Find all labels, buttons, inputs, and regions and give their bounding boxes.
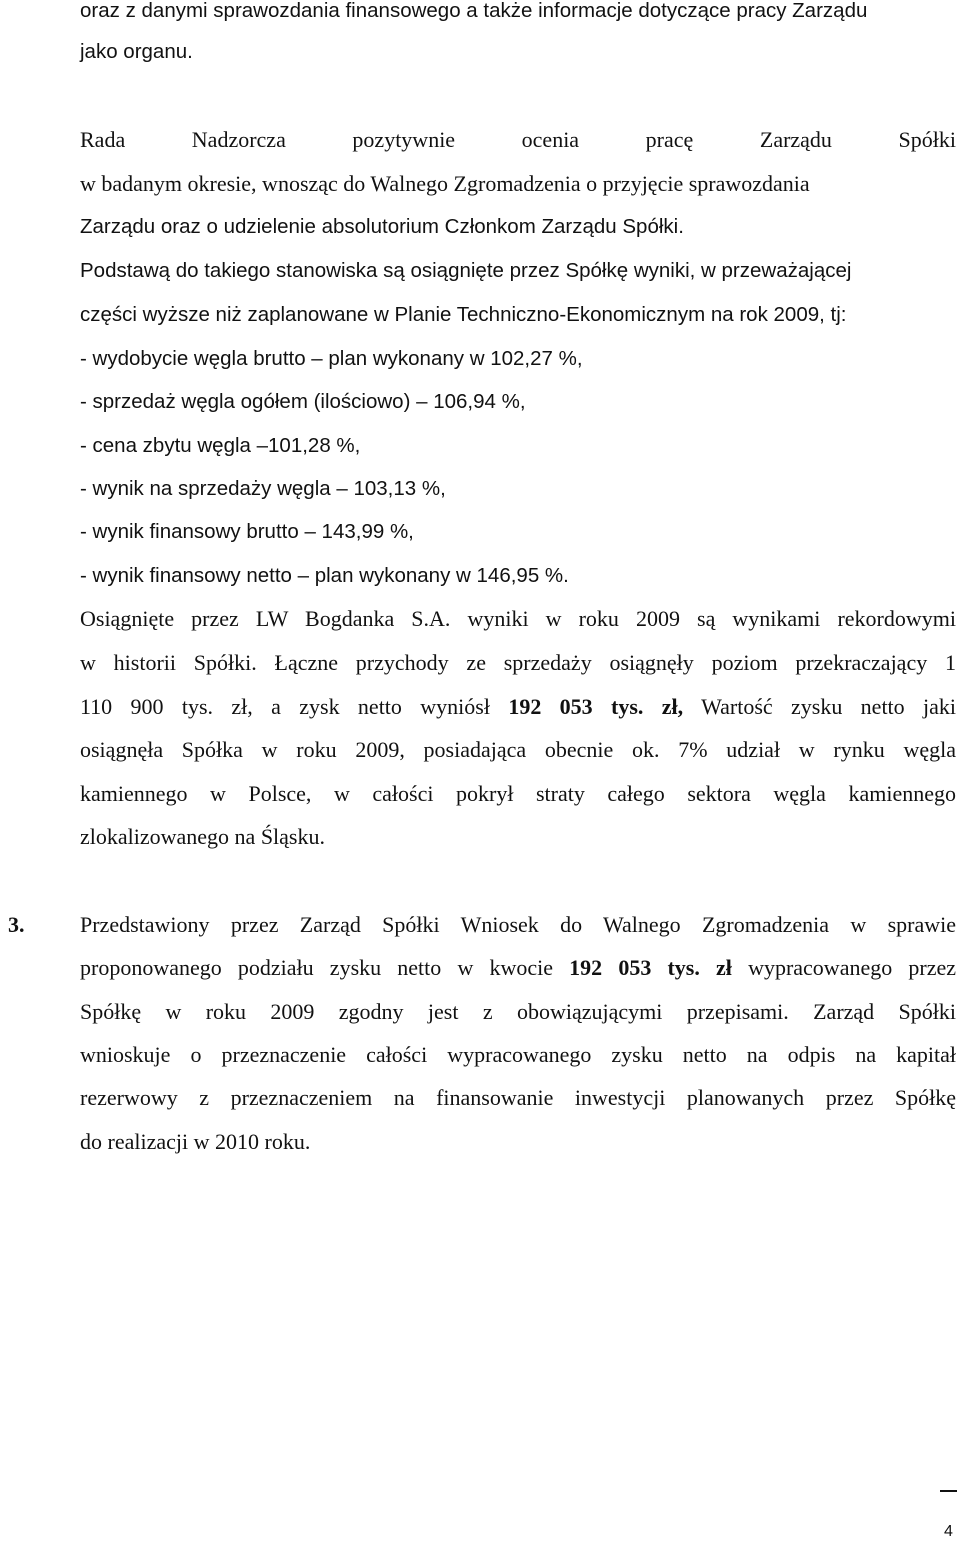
list-item: - wynik finansowy brutto – 143,99 %, <box>80 520 414 543</box>
list-item: - cena zbytu węgla –101,28 %, <box>80 434 361 457</box>
section3-line-1: Przedstawiony przez Zarząd Spółki Wniosek do Walnego Zgromadzenia w sprawie <box>80 912 956 937</box>
list-item: - sprzedaż węgla ogółem (ilościowo) – 106,94 %, <box>80 390 526 413</box>
rada-line-1: Rada Nadzorcza pozytywnie ocenia pracę Zarządu Spółki <box>80 127 956 152</box>
profit-distribution-amount: 192 053 tys. zł <box>569 955 732 980</box>
results-line-3-tail: Wartość zysku netto jaki <box>701 694 957 719</box>
section3-line-2-text: proponowanego podziału zysku netto w kwocie <box>80 955 554 980</box>
rada-line-2: w badanym okresie, wnosząc do Walnego Zgromadzenia o przyjęcie sprawozdania <box>80 171 810 196</box>
results-line-2: w historii Spółki. Łączne przychody ze sprzedaży osiągnęły poziom przekraczający 1 <box>80 650 956 675</box>
list-item: - wynik finansowy netto – plan wykonany w 146,95 %. <box>80 564 569 587</box>
results-line-1: Osiągnięte przez LW Bogdanka S.A. wyniki w roku 2009 są wynikami rekordowymi <box>80 606 956 631</box>
page-number: 4 <box>944 1523 953 1540</box>
results-line-5: kamiennego w Polsce, w całości pokrył straty całego sektora węgla kamiennego <box>80 781 956 806</box>
footer-rule <box>940 1490 957 1492</box>
results-line-6: zlokalizowanego na Śląsku. <box>80 824 325 849</box>
section3-line-5: rezerwowy z przeznaczeniem na finansowanie inwestycji planowanych przez Spółkę <box>80 1085 956 1110</box>
results-line-4: osiągnęła Spółka w roku 2009, posiadająca obecnie ok. 7% udział w rynku węgla <box>80 737 956 762</box>
section3-line-6: do realizacji w 2010 roku. <box>80 1129 311 1154</box>
section-3-number: 3. <box>8 912 25 937</box>
intro-line-1: oraz z danymi sprawozdania finansowego a także informacje dotyczące pracy Zarządu <box>80 0 868 22</box>
list-item: - wynik na sprzedaży węgla – 103,13 %, <box>80 477 446 500</box>
podstawa-line-2: części wyższe niż zaplanowane w Planie Techniczno-Ekonomicznym na rok 2009, tj: <box>80 303 847 326</box>
section3-line-3: Spółkę w roku 2009 zgodny jest z obowiązującymi przepisami. Zarząd Spółki <box>80 999 956 1024</box>
net-profit-amount: 192 053 tys. <box>508 694 644 719</box>
section3-line-4: wnioskuje o przeznaczenie całości wypracowanego zysku netto na odpis na kapitał <box>80 1042 956 1067</box>
section3-line-2-tail: wypracowanego przez <box>748 955 956 980</box>
intro-line-2: jako organu. <box>80 40 193 63</box>
section3-line-2 <box>80 953 956 983</box>
rada-line-3: Zarządu oraz o udzielenie absolutorium Członkom Zarządu Spółki. <box>80 215 684 238</box>
net-profit-currency: zł, <box>661 694 684 719</box>
podstawa-line-1: Podstawą do takiego stanowiska są osiągnięte przez Spółkę wyniki, w przeważającej <box>80 259 852 282</box>
results-line-3-text: 110 900 tys. zł, a zysk netto wyniósł <box>80 694 490 719</box>
list-item: - wydobycie węgla brutto – plan wykonany w 102,27 %, <box>80 347 583 370</box>
results-line-3 <box>80 692 956 722</box>
